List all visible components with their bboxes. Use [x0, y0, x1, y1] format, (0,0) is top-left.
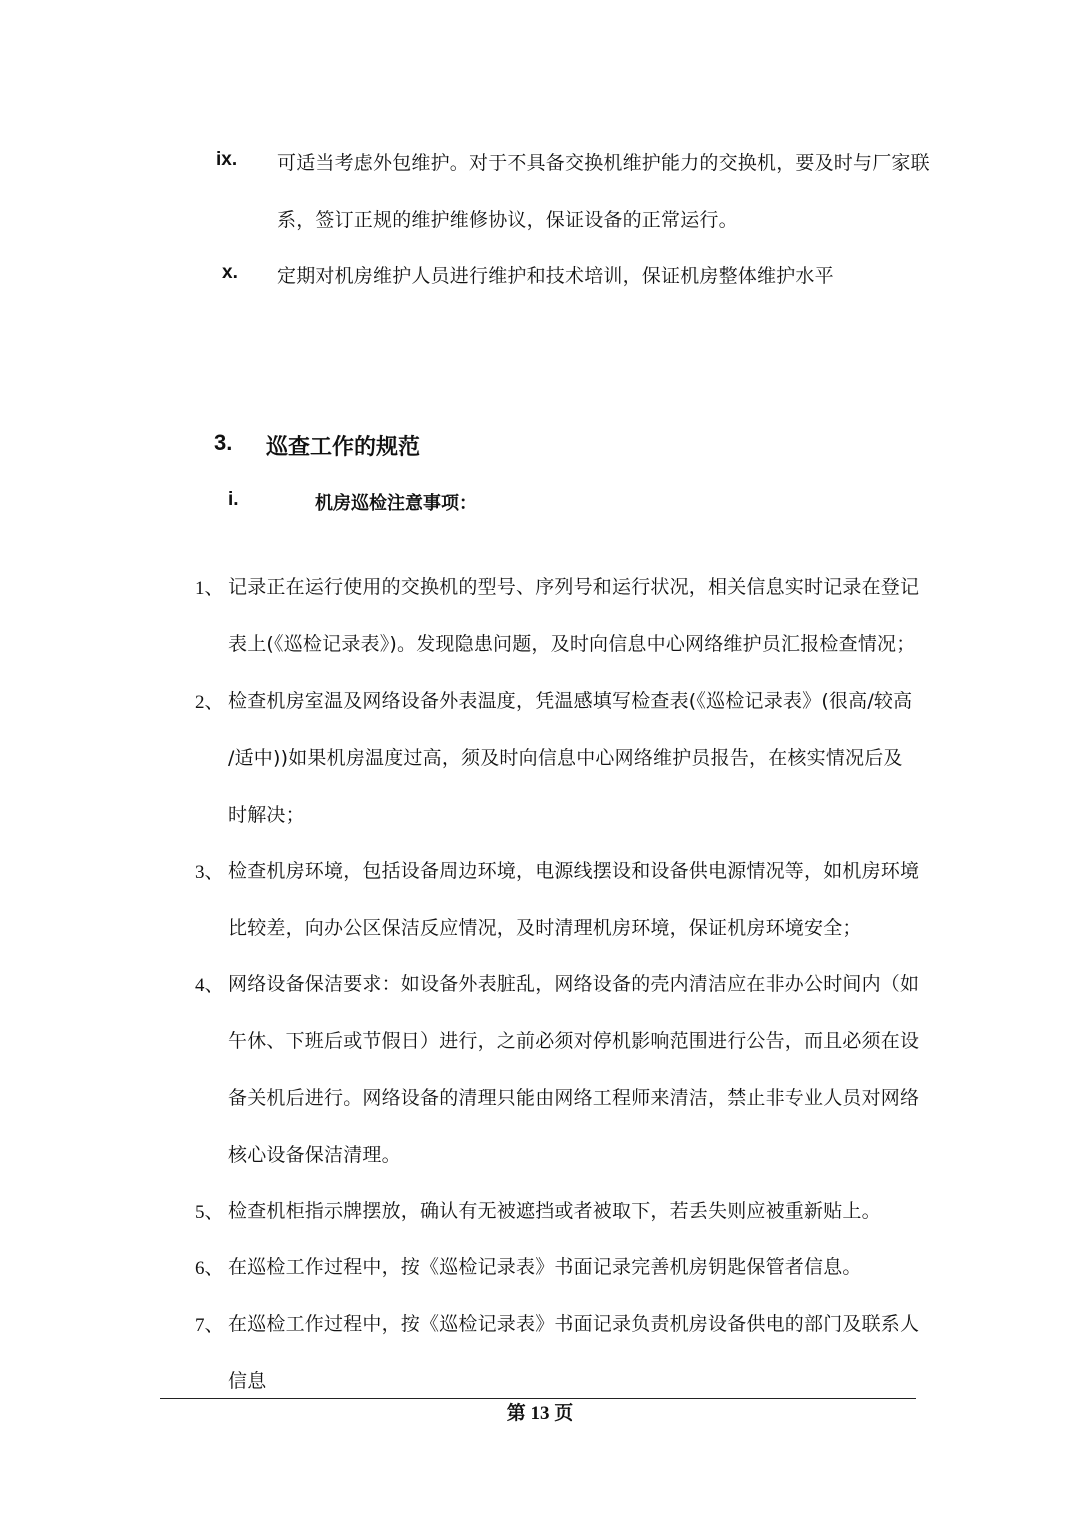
section-title: 巡查工作的规范 — [266, 435, 421, 460]
list-item-line: 检查机房环境，包括设备周边环境，电源线摆设和设备供电源情况等，如机房环境 — [228, 860, 920, 882]
list-item-line: 信息 — [228, 1370, 267, 1392]
page-number: 第 13 页 — [506, 1403, 574, 1424]
list-item-number: 4、 — [195, 975, 224, 996]
roman-item-line: 定期对机房维护人员进行维护和技术培训，保证机房整体维护水平 — [277, 265, 834, 287]
list-item-number: 2、 — [195, 692, 224, 713]
roman-marker: ix. — [216, 149, 238, 170]
list-item-number: 3、 — [195, 862, 224, 883]
list-item-line: 核心设备保洁清理。 — [228, 1144, 401, 1166]
list-item-line: 检查机房室温及网络设备外表温度，凭温感填写检查表(《巡检记录表》(很高/较高 — [228, 690, 913, 712]
subsection-title: 机房巡检注意事项： — [315, 493, 477, 514]
list-item-line: 网络设备保洁要求：如设备外表脏乱，网络设备的壳内清洁应在非办公时间内（如 — [228, 973, 920, 995]
list-item-line: 备关机后进行。网络设备的清理只能由网络工程师来清洁，禁止非专业人员对网络 — [228, 1087, 920, 1109]
list-item-number: 7、 — [195, 1315, 224, 1336]
list-item-number: 6、 — [195, 1258, 224, 1279]
list-item-line: 在巡检工作过程中，按《巡检记录表》书面记录负责机房设备供电的部门及联系人 — [228, 1313, 920, 1335]
section-number: 3. — [214, 430, 233, 455]
list-item-number: 5、 — [195, 1202, 224, 1223]
list-item-line: 表上(《巡检记录表》)。发现隐患问题，及时向信息中心网络维护员汇报检查情况； — [228, 633, 916, 655]
list-item-number: 1、 — [195, 578, 224, 599]
roman-marker: x. — [222, 262, 238, 283]
roman-item-line: 可适当考虑外包维护。对于不具备交换机维护能力的交换机，要及时与厂家联 — [277, 152, 930, 174]
list-item-line: 在巡检工作过程中，按《巡检记录表》书面记录完善机房钥匙保管者信息。 — [228, 1256, 862, 1278]
list-item-line: 比较差，向办公区保洁反应情况，及时清理机房环境，保证机房环境安全； — [228, 917, 862, 939]
list-item-line: 时解决； — [228, 804, 305, 826]
list-item-line: 午休、下班后或节假日）进行，之前必须对停机影响范围进行公告，而且必须在设 — [228, 1030, 920, 1052]
roman-item-line: 系，签订正规的维护维修协议，保证设备的正常运行。 — [277, 209, 738, 231]
list-item-line: 记录正在运行使用的交换机的型号、序列号和运行状况，相关信息实时记录在登记 — [228, 576, 920, 598]
list-item-line: 检查机柜指示牌摆放，确认有无被遮挡或者被取下，若丢失则应被重新贴上。 — [228, 1200, 881, 1222]
list-item-line: /适中))如果机房温度过高，须及时向信息中心网络维护员报告，在核实情况后及 — [228, 747, 903, 769]
subsection-marker: i. — [228, 489, 239, 510]
